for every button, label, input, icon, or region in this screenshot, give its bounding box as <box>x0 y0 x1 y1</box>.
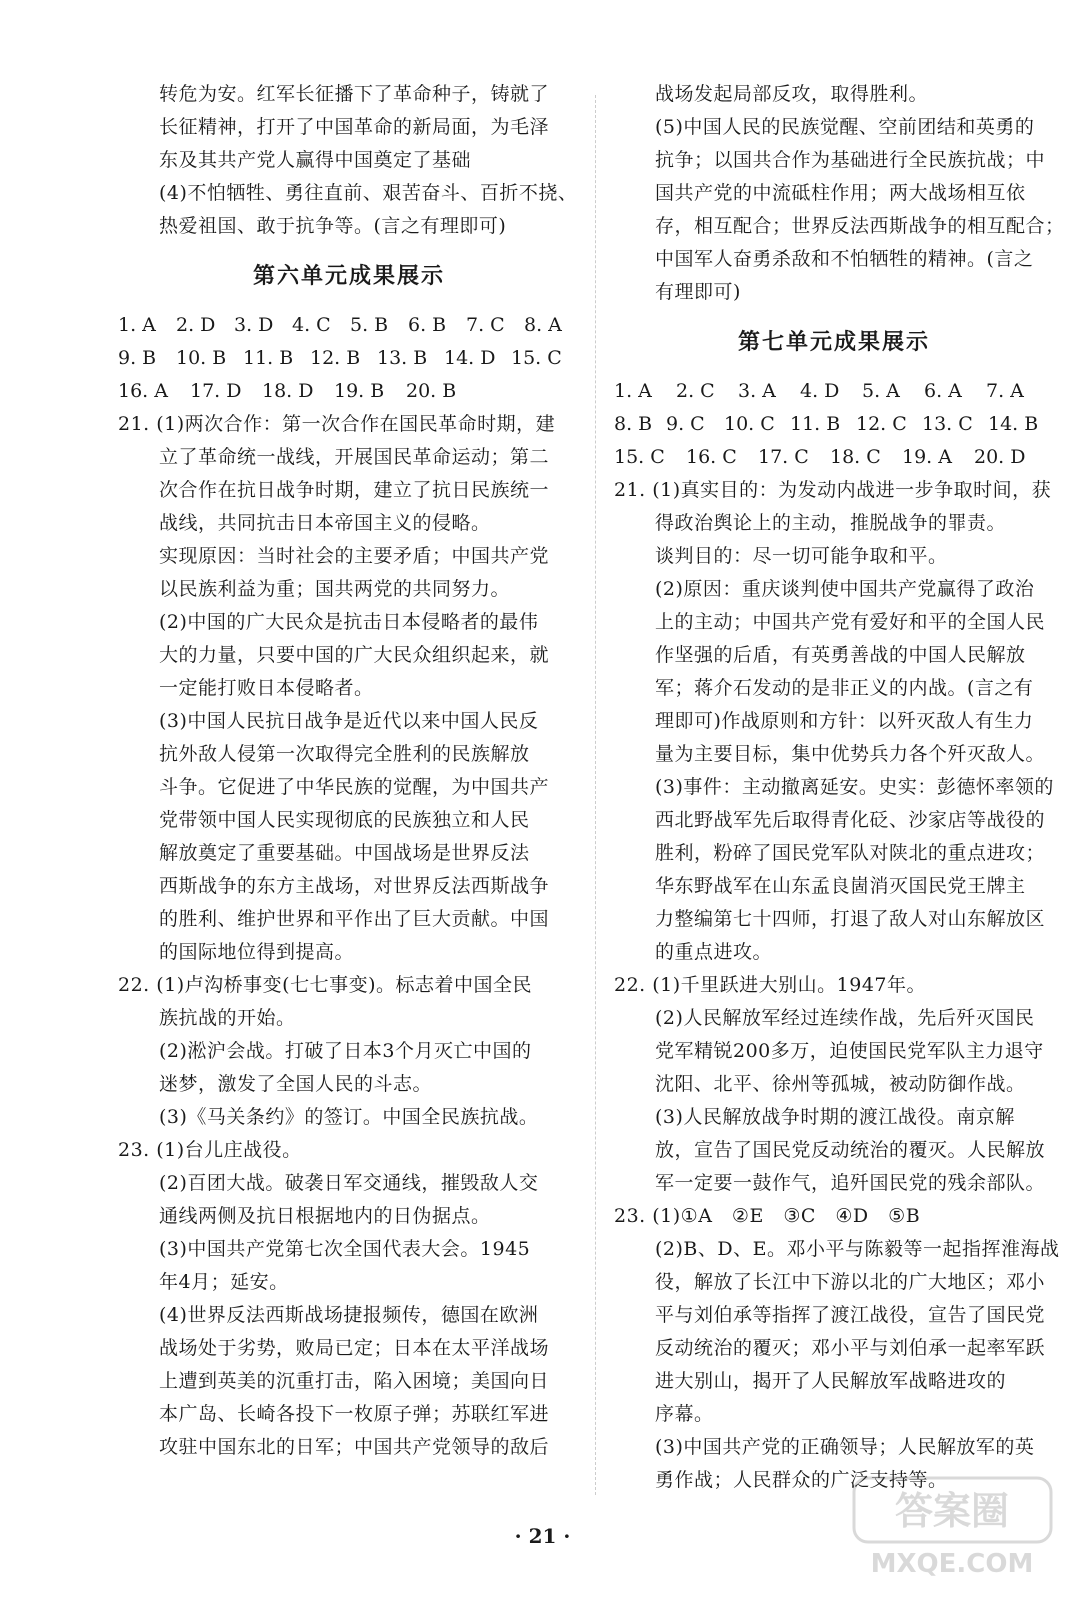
text-line: (2)原因：重庆谈判使中国共产党赢得了政治 <box>655 578 1035 600</box>
choice-row-2 <box>118 342 580 375</box>
text-line: (3)中国共产党第七次全国代表大会。1945 <box>159 1238 531 1260</box>
text-line: (2)淞沪会战。打破了日本3个月灭亡中国的 <box>159 1040 532 1062</box>
choice-answer: 4. D <box>800 380 840 402</box>
text-line: 迷梦，激发了全国人民的斗志。 <box>159 1073 433 1095</box>
choice-answer: 6. B <box>408 314 447 336</box>
choice-answer: 14. D <box>444 347 496 369</box>
text-line: 西北野战军先后取得青化砭、沙家店等战役的 <box>655 809 1046 831</box>
text-line: 长征精神，打开了中国革命的新局面，为毛泽 <box>159 116 550 138</box>
text-line: 反动统治的覆灭；邓小平与刘伯承一起率军跃 <box>655 1337 1046 1359</box>
text-line: 军一定要一鼓作气，追歼国民党的残余部队。 <box>655 1172 1046 1194</box>
text-line: (2)百团大战。破袭日军交通线，摧毁敌人交 <box>159 1172 539 1194</box>
text-line: 序幕。 <box>655 1403 714 1425</box>
svg-text:答案圈: 答案圈 <box>894 1489 1010 1533</box>
choice-answer: 8. A <box>524 314 562 336</box>
text-line: 存，相互配合；世界反法西斯战争的相互配合； <box>655 215 1065 237</box>
text-line: 有理即可) <box>655 281 741 303</box>
text-line: 勇作战；人民群众的广泛支持等。 <box>655 1469 948 1491</box>
question-21-answer <box>614 474 1054 969</box>
text-line: (5)中国人民的民族觉醒、空前团结和英勇的 <box>655 116 1035 138</box>
choice-answer: 17. D <box>190 380 242 402</box>
column-divider <box>595 95 596 1495</box>
text-line: 军；蒋介石发动的是非正义的内战。(言之有 <box>655 677 1034 699</box>
text-line: 以民族利益为重；国共两党的共同努力。 <box>159 578 511 600</box>
right-choice-answers <box>614 375 1054 474</box>
choice-answer: 8. B <box>614 413 653 435</box>
choice-answer: 5. B <box>350 314 389 336</box>
text-line: 量为主要目标，集中优势兵力各个歼灭敌人。 <box>655 743 1046 765</box>
text-line: 沈阳、北平、徐州等孤城，被动防御作战。 <box>655 1073 1026 1095</box>
text-line: 立了革命统一战线，开展国民革命运动；第二 <box>159 446 550 468</box>
choice-answer: 4. C <box>292 314 331 336</box>
watermark-logo <box>850 1472 1055 1582</box>
unit-six-heading: 第六单元成果展示 <box>252 263 445 289</box>
left-choice-answers <box>118 309 580 408</box>
choice-answer: 2. D <box>176 314 216 336</box>
text-line: 谈判目的：尽一切可能争取和平。 <box>655 545 948 567</box>
text-line: (3)事件：主动撤离延安。史实：彭德怀率领的 <box>655 776 1054 798</box>
choice-answer: 1. A <box>118 314 156 336</box>
text-line: 胜利，粉碎了国民党军队对陕北的重点进攻； <box>655 842 1046 864</box>
choice-answer: 18. D <box>262 380 314 402</box>
choice-answer: 17. C <box>758 446 809 468</box>
choice-answer: 16. C <box>686 446 737 468</box>
text-line: 战场处于劣势，败局已定；日本在太平洋战场 <box>159 1337 550 1359</box>
text-line: 党军精锐200多万，迫使国民党军队主力退守 <box>655 1040 1044 1062</box>
text-line: 上遭到英美的沉重打击，陷入困境；美国向日 <box>159 1370 550 1392</box>
text-line: 的胜利、维护世界和平作出了巨大贡献。中国 <box>159 908 550 930</box>
text-line: (2)中国的广大民众是抗击日本侵略者的最伟 <box>159 611 539 633</box>
left-intro <box>118 78 580 243</box>
text-line: 解放奠定了重要基础。中国战场是世界反法 <box>159 842 530 864</box>
choice-answer: 5. A <box>862 380 900 402</box>
text-line: 23. (1)①A ②E ③C ④D ⑤B <box>614 1205 921 1227</box>
text-line: (3)《马关条约》的签订。中国全民族抗战。 <box>159 1106 539 1128</box>
choice-row-1 <box>614 375 1054 408</box>
text-line: 热爱祖国、敢于抗争等。(言之有理即可) <box>159 215 507 237</box>
text-line: 23. (1)台儿庄战役。 <box>118 1139 302 1161</box>
choice-answer: 7. C <box>466 314 505 336</box>
text-line: 战场发起局部反攻，取得胜利。 <box>655 83 929 105</box>
choice-answer: 15. C <box>614 446 665 468</box>
text-line: (3)中国共产党的正确领导；人民解放军的英 <box>655 1436 1035 1458</box>
text-line: 一定能打败日本侵略者。 <box>159 677 374 699</box>
text-line: 转危为安。红军长征播下了革命种子，铸就了 <box>159 83 550 105</box>
choice-answer: 19. B <box>334 380 385 402</box>
text-line: 的重点进攻。 <box>655 941 773 963</box>
text-line: 次合作在抗日战争时期，建立了抗日民族统一 <box>159 479 550 501</box>
choice-answer: 19. A <box>902 446 952 468</box>
text-line: 抗外敌人侵第一次取得完全胜利的民族解放 <box>159 743 530 765</box>
text-line: 作坚强的后盾，有英勇善战的中国人民解放 <box>655 644 1026 666</box>
unit-seven-heading: 第七单元成果展示 <box>737 329 930 355</box>
choice-answer: 11. B <box>243 347 294 369</box>
choice-answer: 20. B <box>406 380 457 402</box>
choice-answer: 13. B <box>377 347 428 369</box>
text-line: 华东野战军在山东孟良崮消灭国民党王牌主 <box>655 875 1026 897</box>
text-line: 西斯战争的东方主战场，对世界反法西斯战争 <box>159 875 550 897</box>
choice-answer: 7. A <box>986 380 1024 402</box>
text-line: (3)中国人民抗日战争是近代以来中国人民反 <box>159 710 539 732</box>
question-23-answer <box>614 1200 1060 1497</box>
choice-row-3 <box>614 441 1054 474</box>
choice-answer: 12. B <box>310 347 361 369</box>
text-line: 22. (1)千里跃进大别山。1947年。 <box>614 974 927 996</box>
choice-row-2 <box>614 408 1054 441</box>
left-column <box>118 78 580 1464</box>
text-line: (2)B、D、E。邓小平与陈毅等一起指挥淮海战 <box>655 1238 1060 1260</box>
question-22-answer <box>614 969 1054 1200</box>
question-23-answer <box>118 1134 580 1464</box>
text-line: 21. (1)两次合作：第一次合作在国民革命时期，建 <box>118 413 556 435</box>
text-line: 国共产党的中流砥柱作用；两大战场相互依 <box>655 182 1026 204</box>
choice-row-1 <box>118 309 580 342</box>
text-line: 平与刘伯承等指挥了渡江战役，宣告了国民党 <box>655 1304 1046 1326</box>
text-line: 通线两侧及抗日根据地内的日伪据点。 <box>159 1205 491 1227</box>
text-line: 的国际地位得到提高。 <box>159 941 355 963</box>
right-intro <box>614 78 1065 309</box>
text-line: 实现原因：当时社会的主要矛盾；中国共产党 <box>159 545 550 567</box>
right-column <box>614 78 1065 1497</box>
text-line: 年4月；延安。 <box>159 1271 289 1293</box>
choice-answer: 15. C <box>511 347 562 369</box>
choice-answer: 10. B <box>176 347 227 369</box>
text-line: 役，解放了长江中下游以北的广大地区；邓小 <box>655 1271 1046 1293</box>
text-line: 斗争。它促进了中华民族的觉醒，为中国共产 <box>159 776 550 798</box>
choice-answer: 12. C <box>856 413 907 435</box>
choice-answer: 16. A <box>118 380 168 402</box>
text-line: 22. (1)卢沟桥事变(七七事变)。标志着中国全民 <box>118 974 532 996</box>
text-line: (2)人民解放军经过连续作战，先后歼灭国民 <box>655 1007 1035 1029</box>
choice-answer: 18. C <box>830 446 881 468</box>
choice-row-3 <box>118 375 580 408</box>
text-line: 21. (1)真实目的：为发动内战进一步争取时间，获 <box>614 479 1052 501</box>
svg-text:MXQE.COM: MXQE.COM <box>870 1549 1034 1579</box>
text-line: 理即可)作战原则和方针：以歼灭敌人有生力 <box>655 710 1034 732</box>
choice-answer: 20. D <box>974 446 1026 468</box>
text-line: 抗争；以国共合作为基础进行全民族抗战；中 <box>655 149 1046 171</box>
text-line: 中国军人奋勇杀敌和不怕牺牲的精神。(言之 <box>655 248 1034 270</box>
choice-answer: 2. C <box>676 380 715 402</box>
choice-answer: 3. A <box>738 380 776 402</box>
text-line: (3)人民解放战争时期的渡江战役。南京解 <box>655 1106 1015 1128</box>
text-line: (4)世界反法西斯战场捷报频传，德国在欧洲 <box>159 1304 539 1326</box>
text-line: 进大别山，揭开了人民解放军战略进攻的 <box>655 1370 1007 1392</box>
text-line: 放，宣告了国民党反动统治的覆灭。人民解放 <box>655 1139 1046 1161</box>
text-line: 本广岛、长崎各投下一枚原子弹；苏联红军进 <box>159 1403 550 1425</box>
text-line: (4)不怕牺牲、勇往直前、艰苦奋斗、百折不挠、 <box>159 182 578 204</box>
choice-answer: 6. A <box>924 380 962 402</box>
text-line: 族抗战的开始。 <box>159 1007 296 1029</box>
text-line: 战线，共同抗击日本帝国主义的侵略。 <box>159 512 491 534</box>
text-line: 东及其共产党人赢得中国奠定了基础 <box>159 149 472 171</box>
question-21-answer <box>118 408 580 969</box>
choice-answer: 3. D <box>234 314 274 336</box>
choice-answer: 1. A <box>614 380 652 402</box>
question-22-answer <box>118 969 580 1134</box>
choice-answer: 13. C <box>922 413 973 435</box>
page-number: · 21 · <box>514 1524 571 1548</box>
text-line: 党带领中国人民实现彻底的民族独立和人民 <box>159 809 530 831</box>
choice-answer: 14. B <box>988 413 1039 435</box>
text-line: 力整编第七十四师，打退了敌人对山东解放区 <box>655 908 1046 930</box>
text-line: 大的力量，只要中国的广大民众组织起来，就 <box>159 644 550 666</box>
choice-answer: 9. B <box>118 347 157 369</box>
choice-answer: 11. B <box>790 413 841 435</box>
text-line: 攻驻中国东北的日军；中国共产党领导的敌后 <box>159 1436 550 1458</box>
choice-answer: 10. C <box>724 413 775 435</box>
text-line: 得政治舆论上的主动，推脱战争的罪责。 <box>655 512 1007 534</box>
choice-answer: 9. C <box>666 413 705 435</box>
text-line: 上的主动；中国共产党有爱好和平的全国人民 <box>655 611 1046 633</box>
